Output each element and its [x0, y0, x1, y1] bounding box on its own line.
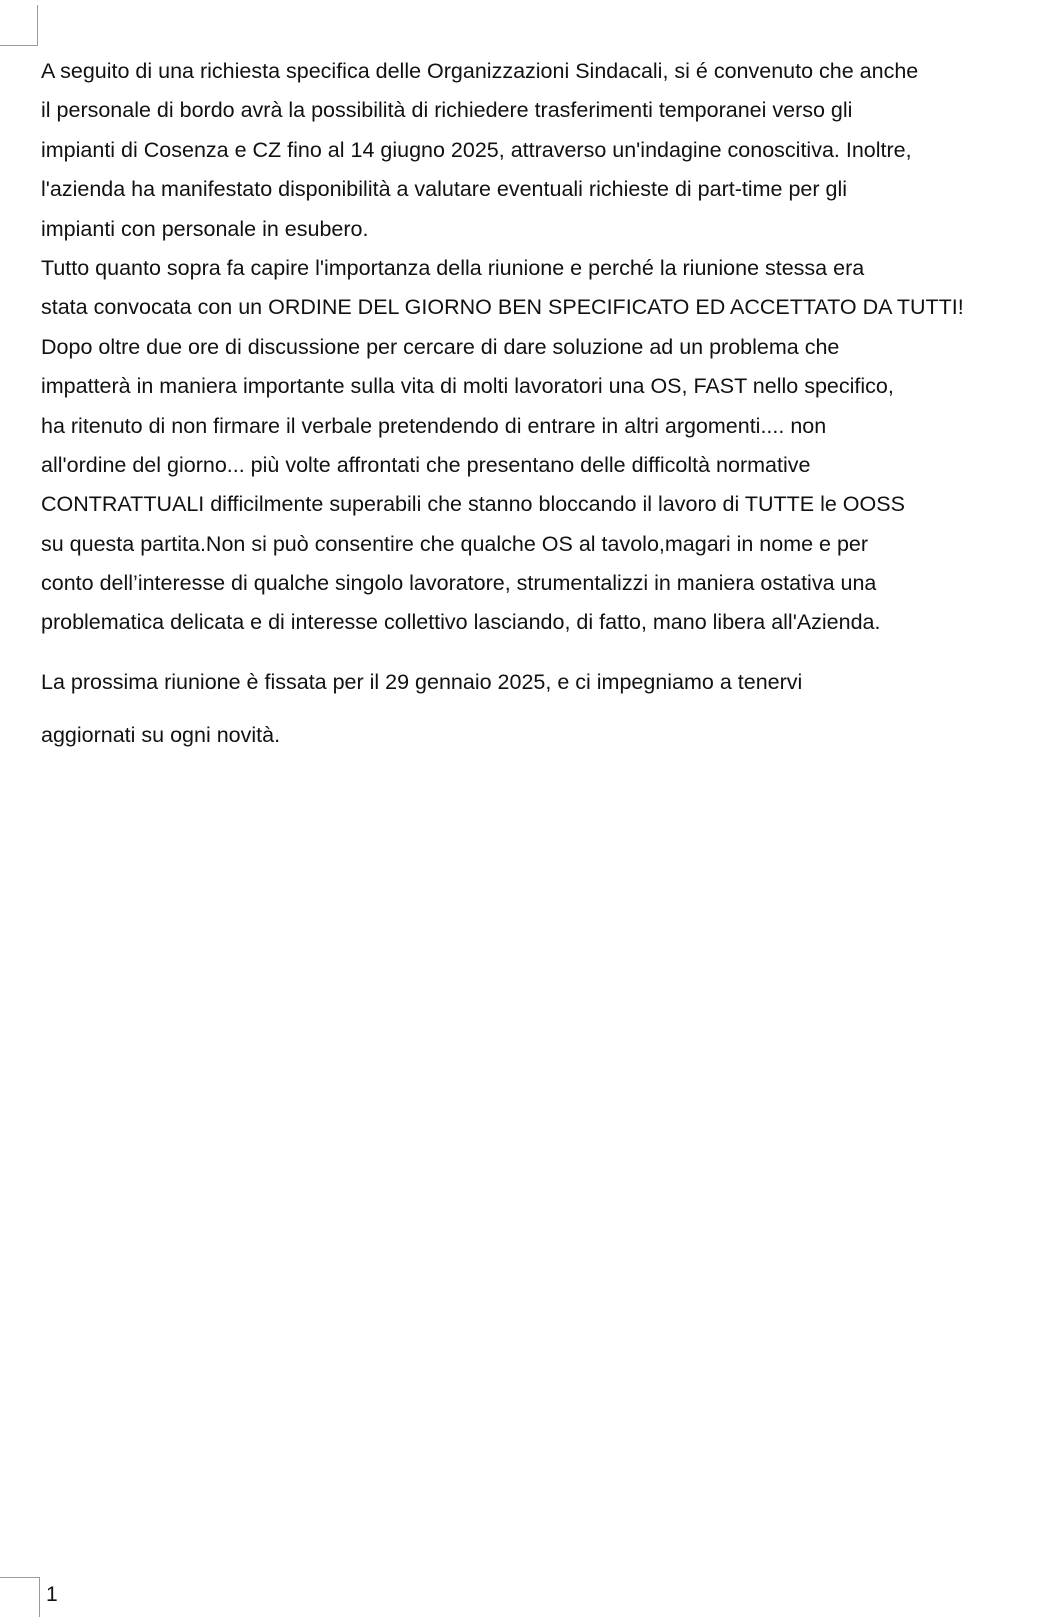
body-line: conto dell’interesse di qualche singolo lavoratore, strumentalizzi in maniera ostativa una [41, 571, 877, 596]
body-line: impianti con personale in esubero. [41, 216, 369, 241]
body-line: stata convocata con un ORDINE DEL GIORNO BEN SPECIFICATO ED ACCETTATO DA TUTTI! [41, 295, 964, 320]
page-corner-marker-top [0, 5, 38, 46]
body-line: Tutto quanto sopra fa capire l'importanza della riunione e perché la riunione stessa era [41, 255, 865, 280]
body-line: problematica delicata e di interesse collettivo lasciando, di fatto, mano libera all'Azienda. [41, 610, 881, 635]
body-line: il personale di bordo avrà la possibilità di richiedere trasferimenti temporanei verso gli [41, 98, 853, 123]
closing-line: La prossima riunione è fissata per il 29 gennaio 2025, e ci impegniamo a tenervi [41, 669, 803, 694]
document-body [41, 52, 1041, 756]
body-line: Dopo oltre due ore di discussione per cercare di dare soluzione ad un problema che [41, 334, 840, 359]
body-line: l'azienda ha manifestato disponibilità a valutare eventuali richieste di part-time per gli [41, 177, 848, 202]
body-line: A seguito di una richiesta specifica delle Organizzazioni Sindacali, si é convenuto che anche [41, 59, 919, 83]
page-number: 1 [46, 1583, 58, 1606]
body-line: ha ritenuto di non firmare il verbale pretendendo di entrare in altri argomenti.... non [41, 413, 827, 438]
body-line: impatterà in maniera importante sulla vita di molti lavoratori una OS, FAST nello specifico, [41, 374, 894, 399]
body-line: impianti di Cosenza e CZ fino al 14 giugno 2025, attraverso un'indagine conoscitiva. Inoltre, [41, 137, 912, 162]
page-corner-marker-bottom [0, 1577, 40, 1617]
body-line: su questa partita.Non si può consentire che qualche OS al tavolo,magari in nome e per [41, 531, 869, 556]
closing-line: aggiornati su ogni novità. [41, 723, 281, 748]
body-line: all'ordine del giorno... più volte affrontati che presentano delle difficoltà normative [41, 452, 811, 477]
body-line: CONTRATTUALI difficilmente superabili che stanno bloccando il lavoro di TUTTE le OOSS [41, 492, 905, 517]
